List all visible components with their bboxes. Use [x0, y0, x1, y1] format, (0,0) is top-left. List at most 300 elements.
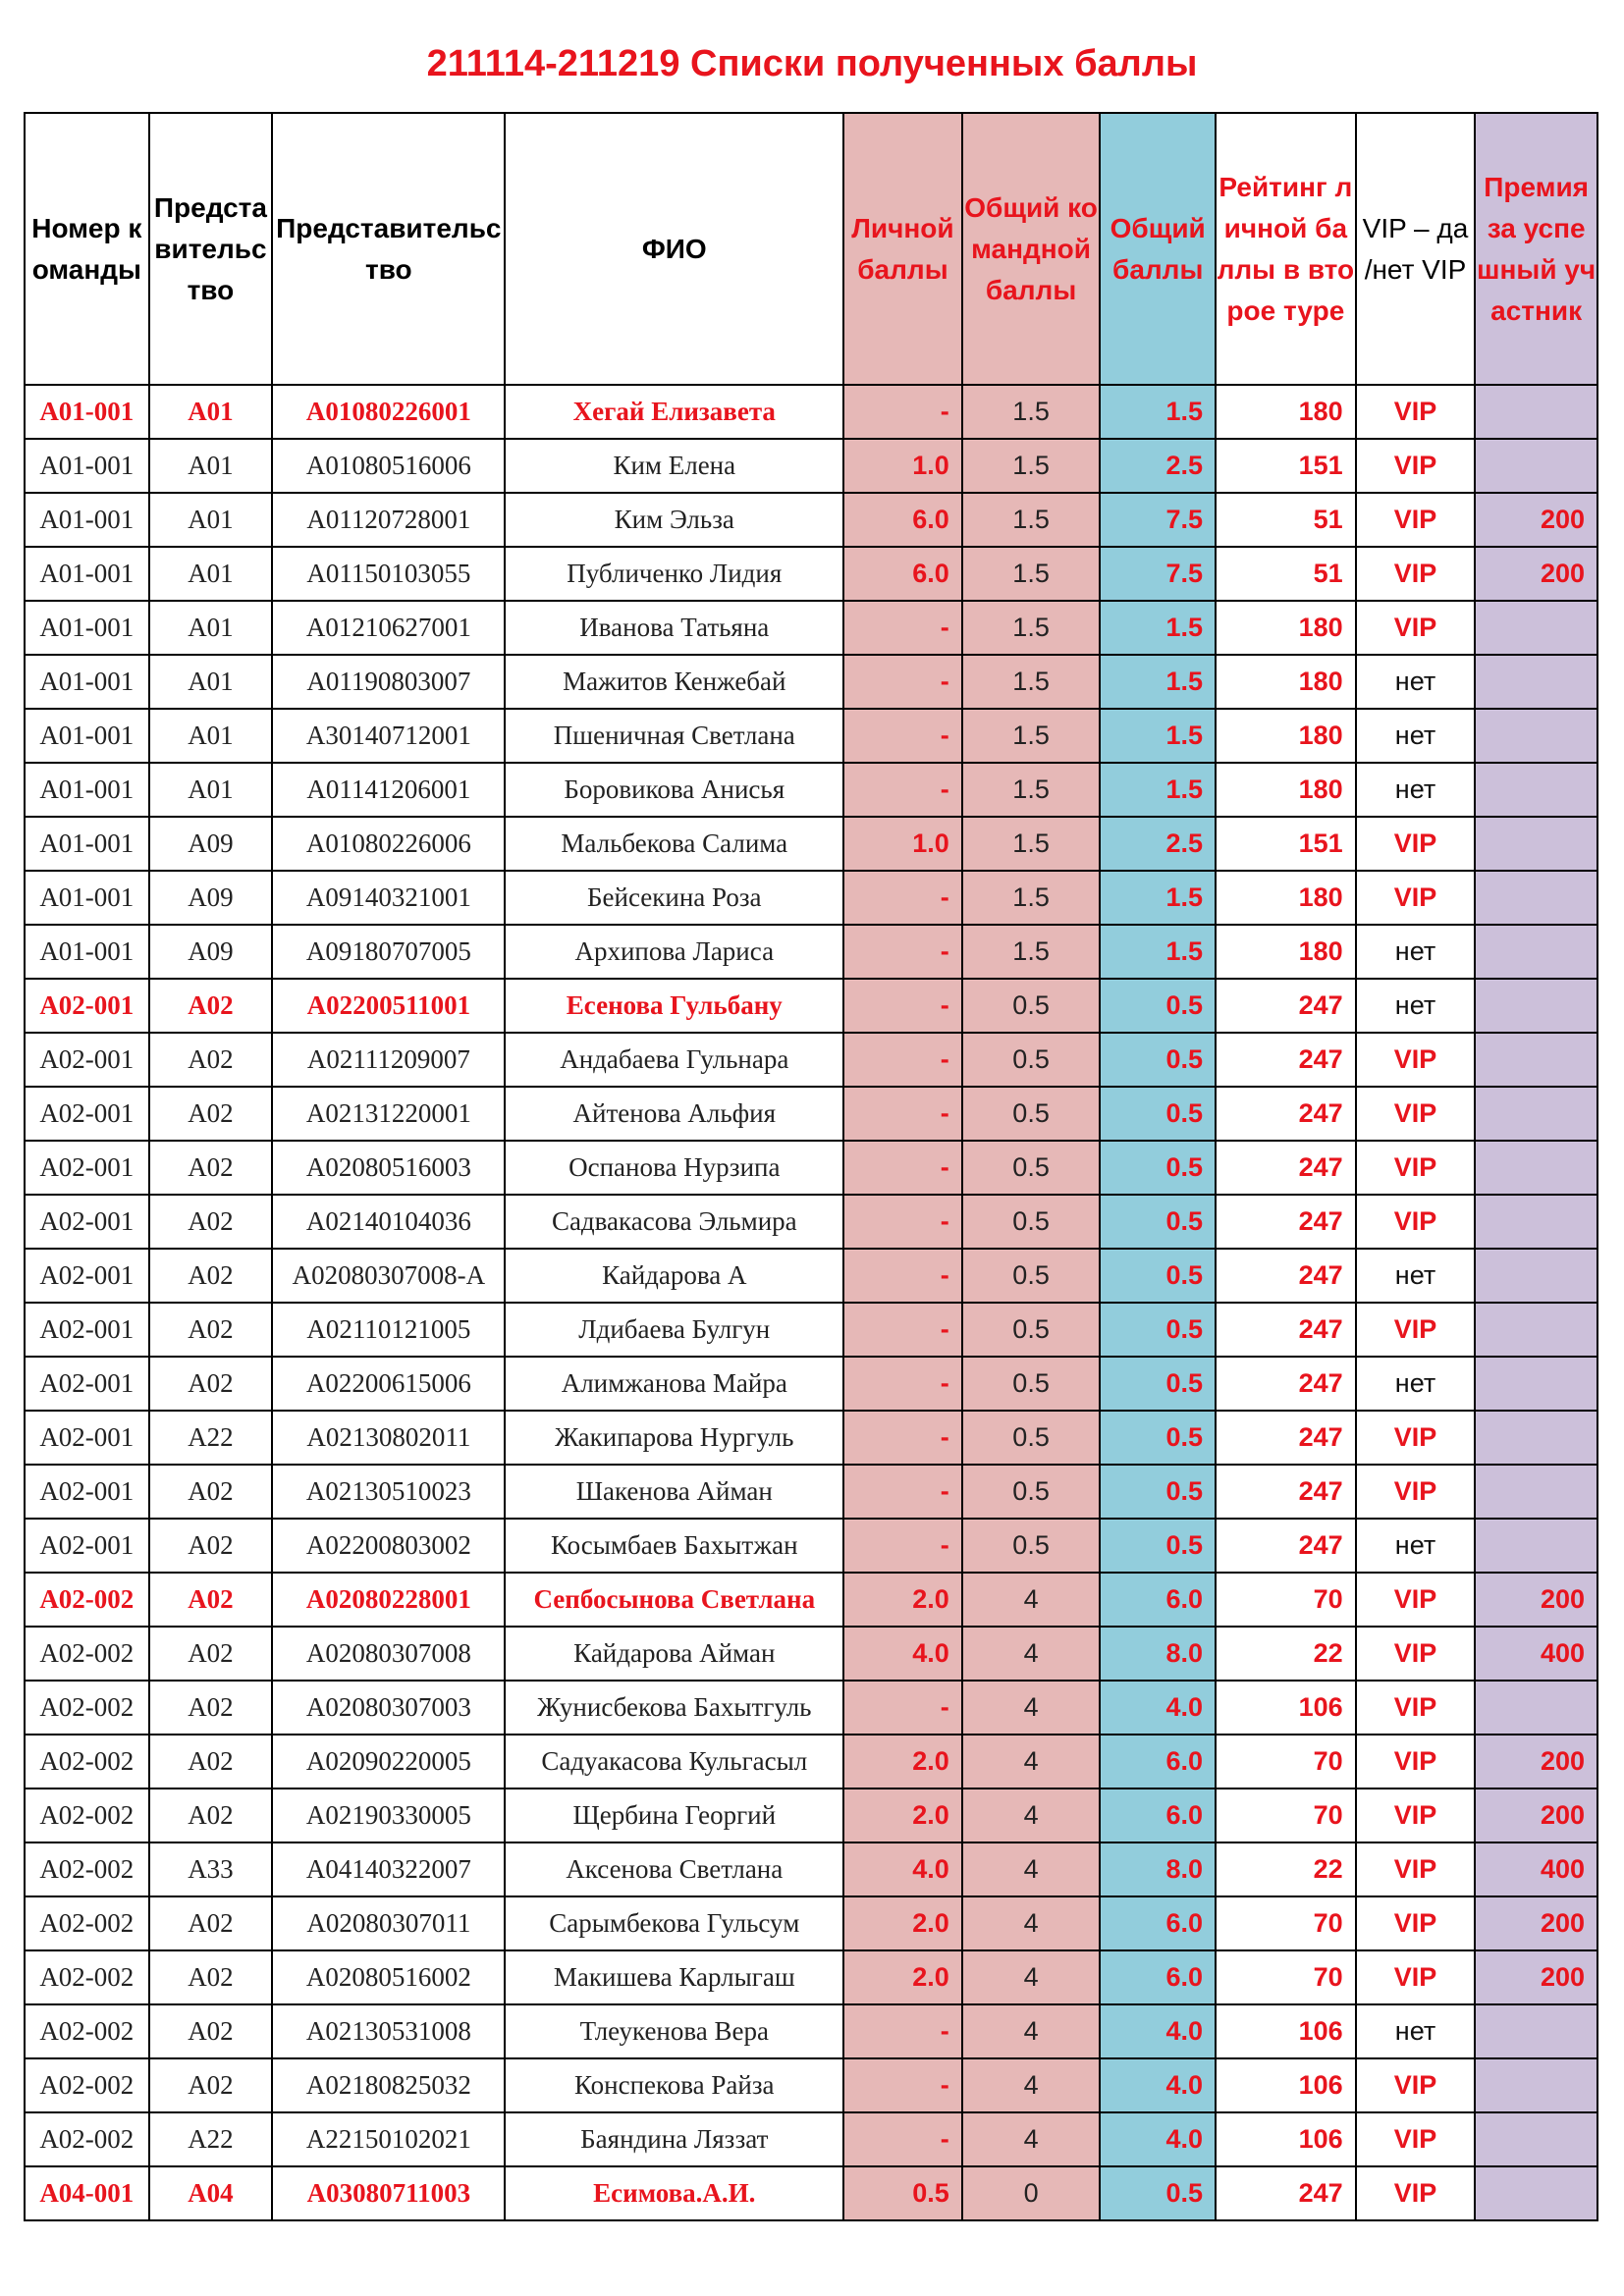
prize-cell: [1475, 2004, 1597, 2058]
team-points-cell: 0: [962, 2166, 1101, 2220]
team-cell: A02-001: [25, 1303, 149, 1357]
total-points-cell: 8.0: [1100, 1842, 1216, 1896]
table-row: [25, 817, 1597, 871]
rep-cell: A33: [149, 1842, 273, 1896]
personal-points-cell: -: [843, 1141, 962, 1195]
vip-cell: VIP: [1356, 871, 1476, 925]
total-points-cell: 2.5: [1100, 817, 1216, 871]
team-points-cell: 1.5: [962, 385, 1101, 439]
team-points-cell: 4: [962, 1950, 1101, 2004]
team-cell: A02-001: [25, 1249, 149, 1303]
rep-cell: A01: [149, 547, 273, 601]
header-rep: Представительство: [149, 113, 273, 385]
repcode-cell: A02110121005: [272, 1303, 505, 1357]
prize-cell: [1475, 1195, 1597, 1249]
repcode-cell: A02190330005: [272, 1789, 505, 1842]
fio-cell: Садвакасова Эльмира: [505, 1195, 843, 1249]
repcode-cell: A02200615006: [272, 1357, 505, 1411]
personal-points-cell: -: [843, 1465, 962, 1519]
personal-points-cell: 1.0: [843, 817, 962, 871]
team-cell: A01-001: [25, 709, 149, 763]
table-row: [25, 493, 1597, 547]
rep-cell: A01: [149, 763, 273, 817]
rep-cell: A02: [149, 1303, 273, 1357]
fio-cell: Иванова Татьяна: [505, 601, 843, 655]
total-points-cell: 0.5: [1100, 1087, 1216, 1141]
rating-cell: 247: [1216, 1357, 1356, 1411]
total-points-cell: 0.5: [1100, 1411, 1216, 1465]
rating-cell: 180: [1216, 709, 1356, 763]
prize-cell: [1475, 1303, 1597, 1357]
table-row: [25, 1573, 1597, 1627]
total-points-cell: 2.5: [1100, 439, 1216, 493]
repcode-cell: A01190803007: [272, 655, 505, 709]
header-repcode: Представительство: [272, 113, 505, 385]
rep-cell: A02: [149, 1735, 273, 1789]
vip-cell: VIP: [1356, 1303, 1476, 1357]
table-row: [25, 979, 1597, 1033]
table-row: [25, 1627, 1597, 1681]
rating-cell: 106: [1216, 2058, 1356, 2112]
total-points-cell: 1.5: [1100, 709, 1216, 763]
team-points-cell: 0.5: [962, 1249, 1101, 1303]
rating-cell: 70: [1216, 1573, 1356, 1627]
team-points-cell: 1.5: [962, 709, 1101, 763]
table-row: [25, 2058, 1597, 2112]
repcode-cell: A02130531008: [272, 2004, 505, 2058]
fio-cell: Кайдарова Айман: [505, 1627, 843, 1681]
personal-points-cell: 2.0: [843, 1789, 962, 1842]
vip-cell: VIP: [1356, 493, 1476, 547]
team-points-cell: 4: [962, 1842, 1101, 1896]
rep-cell: A02: [149, 1789, 273, 1842]
prize-cell: [1475, 817, 1597, 871]
total-points-cell: 4.0: [1100, 2004, 1216, 2058]
prize-cell: 200: [1475, 1789, 1597, 1842]
team-cell: A02-002: [25, 1735, 149, 1789]
personal-points-cell: -: [843, 1087, 962, 1141]
personal-points-cell: -: [843, 925, 962, 979]
total-points-cell: 1.5: [1100, 925, 1216, 979]
fio-cell: Кайдарова А: [505, 1249, 843, 1303]
rep-cell: A02: [149, 1627, 273, 1681]
total-points-cell: 4.0: [1100, 2058, 1216, 2112]
team-cell: A01-001: [25, 763, 149, 817]
personal-points-cell: -: [843, 979, 962, 1033]
repcode-cell: A30140712001: [272, 709, 505, 763]
fio-cell: Жунисбекова Бахытгуль: [505, 1681, 843, 1735]
repcode-cell: A02080307003: [272, 1681, 505, 1735]
vip-cell: VIP: [1356, 1411, 1476, 1465]
rating-cell: 247: [1216, 1303, 1356, 1357]
rating-cell: 22: [1216, 1842, 1356, 1896]
fio-cell: Косымбаев Бахытжан: [505, 1519, 843, 1573]
repcode-cell: A09180707005: [272, 925, 505, 979]
vip-cell: VIP: [1356, 601, 1476, 655]
prize-cell: [1475, 1033, 1597, 1087]
table-row: [25, 655, 1597, 709]
team-points-cell: 1.5: [962, 601, 1101, 655]
team-cell: A02-002: [25, 2112, 149, 2166]
rep-cell: A09: [149, 871, 273, 925]
prize-cell: [1475, 2058, 1597, 2112]
repcode-cell: A02080307011: [272, 1896, 505, 1950]
table-row: [25, 1087, 1597, 1141]
total-points-cell: 8.0: [1100, 1627, 1216, 1681]
total-points-cell: 1.5: [1100, 601, 1216, 655]
team-points-cell: 0.5: [962, 1087, 1101, 1141]
team-points-cell: 0.5: [962, 1519, 1101, 1573]
team-cell: A04-001: [25, 2166, 149, 2220]
vip-cell: VIP: [1356, 1195, 1476, 1249]
fio-cell: Айтенова Альфия: [505, 1087, 843, 1141]
fio-cell: Тлеукенова Вера: [505, 2004, 843, 2058]
rating-cell: 247: [1216, 1087, 1356, 1141]
team-points-cell: 0.5: [962, 1033, 1101, 1087]
team-cell: A02-001: [25, 1519, 149, 1573]
total-points-cell: 0.5: [1100, 1357, 1216, 1411]
fio-cell: Пшеничная Светлана: [505, 709, 843, 763]
repcode-cell: A01141206001: [272, 763, 505, 817]
team-points-cell: 4: [962, 1896, 1101, 1950]
personal-points-cell: -: [843, 763, 962, 817]
personal-points-cell: -: [843, 1357, 962, 1411]
team-cell: A01-001: [25, 871, 149, 925]
vip-cell: VIP: [1356, 1950, 1476, 2004]
table-row: [25, 1735, 1597, 1789]
rep-cell: A02: [149, 1573, 273, 1627]
repcode-cell: A02111209007: [272, 1033, 505, 1087]
table-row: [25, 1681, 1597, 1735]
rating-cell: 247: [1216, 1249, 1356, 1303]
team-points-cell: 1.5: [962, 439, 1101, 493]
rep-cell: A02: [149, 2058, 273, 2112]
rep-cell: A09: [149, 925, 273, 979]
vip-cell: VIP: [1356, 2112, 1476, 2166]
fio-cell: Щербина Георгий: [505, 1789, 843, 1842]
rep-cell: A01: [149, 709, 273, 763]
total-points-cell: 4.0: [1100, 2112, 1216, 2166]
rep-cell: A01: [149, 493, 273, 547]
prize-cell: [1475, 2112, 1597, 2166]
rep-cell: A01: [149, 601, 273, 655]
table-row: [25, 1303, 1597, 1357]
vip-cell: VIP: [1356, 1735, 1476, 1789]
repcode-cell: A02080516002: [272, 1950, 505, 2004]
repcode-cell: A02080516003: [272, 1141, 505, 1195]
repcode-cell: A01080516006: [272, 439, 505, 493]
personal-points-cell: -: [843, 1195, 962, 1249]
team-cell: A02-001: [25, 979, 149, 1033]
table-row: [25, 871, 1597, 925]
team-cell: A02-002: [25, 1789, 149, 1842]
team-cell: A01-001: [25, 655, 149, 709]
fio-cell: Ким Эльза: [505, 493, 843, 547]
fio-cell: Жакипарова Нургуль: [505, 1411, 843, 1465]
vip-cell: нет: [1356, 709, 1476, 763]
personal-points-cell: 4.0: [843, 1627, 962, 1681]
repcode-cell: A04140322007: [272, 1842, 505, 1896]
total-points-cell: 6.0: [1100, 1950, 1216, 2004]
team-cell: A01-001: [25, 493, 149, 547]
fio-cell: Алимжанова Майра: [505, 1357, 843, 1411]
table-row: [25, 2004, 1597, 2058]
personal-points-cell: -: [843, 1681, 962, 1735]
fio-cell: Аксенова Светлана: [505, 1842, 843, 1896]
rating-cell: 106: [1216, 1681, 1356, 1735]
header-rating: Рейтинг личной баллы в второе туре: [1216, 113, 1356, 385]
rating-cell: 180: [1216, 601, 1356, 655]
team-cell: A02-002: [25, 2004, 149, 2058]
vip-cell: VIP: [1356, 1627, 1476, 1681]
fio-cell: Конспекова Райза: [505, 2058, 843, 2112]
personal-points-cell: 2.0: [843, 1573, 962, 1627]
repcode-cell: A22150102021: [272, 2112, 505, 2166]
team-points-cell: 4: [962, 2004, 1101, 2058]
rep-cell: A02: [149, 1249, 273, 1303]
personal-points-cell: -: [843, 709, 962, 763]
vip-cell: VIP: [1356, 2058, 1476, 2112]
vip-cell: нет: [1356, 1357, 1476, 1411]
personal-points-cell: -: [843, 1303, 962, 1357]
rating-cell: 247: [1216, 1465, 1356, 1519]
rep-cell: A02: [149, 1465, 273, 1519]
total-points-cell: 6.0: [1100, 1789, 1216, 1842]
team-cell: A02-002: [25, 1573, 149, 1627]
personal-points-cell: -: [843, 385, 962, 439]
team-points-cell: 4: [962, 1681, 1101, 1735]
total-points-cell: 1.5: [1100, 385, 1216, 439]
fio-cell: Андабаева Гульнара: [505, 1033, 843, 1087]
header-fio: ФИО: [505, 113, 843, 385]
vip-cell: нет: [1356, 925, 1476, 979]
prize-cell: 200: [1475, 1735, 1597, 1789]
fio-cell: Боровикова Анисья: [505, 763, 843, 817]
repcode-cell: A01120728001: [272, 493, 505, 547]
rep-cell: A09: [149, 817, 273, 871]
personal-points-cell: -: [843, 2112, 962, 2166]
fio-cell: Сепбосынова Светлана: [505, 1573, 843, 1627]
total-points-cell: 1.5: [1100, 871, 1216, 925]
table-row: [25, 1896, 1597, 1950]
vip-cell: нет: [1356, 2004, 1476, 2058]
personal-points-cell: 2.0: [843, 1735, 962, 1789]
team-cell: A02-002: [25, 1681, 149, 1735]
total-points-cell: 0.5: [1100, 1249, 1216, 1303]
team-points-cell: 4: [962, 1573, 1101, 1627]
team-cell: A02-001: [25, 1087, 149, 1141]
vip-cell: нет: [1356, 655, 1476, 709]
vip-cell: VIP: [1356, 817, 1476, 871]
team-points-cell: 4: [962, 2112, 1101, 2166]
rep-cell: A01: [149, 439, 273, 493]
table-row: [25, 1411, 1597, 1465]
personal-points-cell: 6.0: [843, 493, 962, 547]
team-cell: A02-001: [25, 1033, 149, 1087]
prize-cell: [1475, 1411, 1597, 1465]
total-points-cell: 0.5: [1100, 1303, 1216, 1357]
total-points-cell: 0.5: [1100, 1195, 1216, 1249]
rep-cell: A01: [149, 385, 273, 439]
repcode-cell: A02131220001: [272, 1087, 505, 1141]
personal-points-cell: 4.0: [843, 1842, 962, 1896]
team-cell: A01-001: [25, 925, 149, 979]
rating-cell: 70: [1216, 1950, 1356, 2004]
rating-cell: 51: [1216, 493, 1356, 547]
header-vip: VIP – да /нет VIP: [1356, 113, 1476, 385]
total-points-cell: 0.5: [1100, 1141, 1216, 1195]
rating-cell: 70: [1216, 1896, 1356, 1950]
fio-cell: Мальбекова Салима: [505, 817, 843, 871]
table-row: [25, 1842, 1597, 1896]
personal-points-cell: 6.0: [843, 547, 962, 601]
personal-points-cell: -: [843, 2058, 962, 2112]
table-row: [25, 763, 1597, 817]
prize-cell: [1475, 1465, 1597, 1519]
team-cell: A02-002: [25, 1896, 149, 1950]
prize-cell: 200: [1475, 1573, 1597, 1627]
personal-points-cell: -: [843, 1033, 962, 1087]
prize-cell: 200: [1475, 1950, 1597, 2004]
table-row: [25, 2166, 1597, 2220]
prize-cell: [1475, 979, 1597, 1033]
table-body: [25, 385, 1597, 2220]
fio-cell: Публиченко Лидия: [505, 547, 843, 601]
vip-cell: нет: [1356, 1519, 1476, 1573]
team-points-cell: 0.5: [962, 1465, 1101, 1519]
header-prize: Премия за успешный участник: [1475, 113, 1597, 385]
prize-cell: 200: [1475, 1896, 1597, 1950]
rating-cell: 106: [1216, 2112, 1356, 2166]
repcode-cell: A01080226001: [272, 385, 505, 439]
vip-cell: VIP: [1356, 1087, 1476, 1141]
personal-points-cell: 0.5: [843, 2166, 962, 2220]
prize-cell: [1475, 871, 1597, 925]
vip-cell: VIP: [1356, 1465, 1476, 1519]
prize-cell: [1475, 655, 1597, 709]
team-cell: A01-001: [25, 385, 149, 439]
rep-cell: A02: [149, 1681, 273, 1735]
scores-table: [24, 112, 1598, 2221]
repcode-cell: A02200511001: [272, 979, 505, 1033]
prize-cell: 400: [1475, 1842, 1597, 1896]
fio-cell: Баяндина Ляззат: [505, 2112, 843, 2166]
rating-cell: 180: [1216, 763, 1356, 817]
repcode-cell: A01210627001: [272, 601, 505, 655]
personal-points-cell: -: [843, 1519, 962, 1573]
prize-cell: [1475, 385, 1597, 439]
rep-cell: A04: [149, 2166, 273, 2220]
team-points-cell: 0.5: [962, 979, 1101, 1033]
vip-cell: VIP: [1356, 1033, 1476, 1087]
team-points-cell: 4: [962, 1735, 1101, 1789]
prize-cell: [1475, 1681, 1597, 1735]
prize-cell: 200: [1475, 547, 1597, 601]
rep-cell: A02: [149, 979, 273, 1033]
repcode-cell: A02080228001: [272, 1573, 505, 1627]
team-cell: A02-001: [25, 1195, 149, 1249]
vip-cell: VIP: [1356, 439, 1476, 493]
vip-cell: VIP: [1356, 1789, 1476, 1842]
repcode-cell: A01080226006: [272, 817, 505, 871]
vip-cell: VIP: [1356, 1681, 1476, 1735]
team-points-cell: 1.5: [962, 925, 1101, 979]
prize-cell: [1475, 925, 1597, 979]
rating-cell: 247: [1216, 1411, 1356, 1465]
prize-cell: [1475, 439, 1597, 493]
rating-cell: 51: [1216, 547, 1356, 601]
repcode-cell: A09140321001: [272, 871, 505, 925]
page-title: 211114-211219 Списки полученных баллы: [426, 43, 1198, 84]
prize-cell: [1475, 1087, 1597, 1141]
repcode-cell: A02080307008: [272, 1627, 505, 1681]
fio-cell: Оспанова Нурзипа: [505, 1141, 843, 1195]
fio-cell: Сарымбекова Гульсум: [505, 1896, 843, 1950]
fio-cell: Есимова.А.И.: [505, 2166, 843, 2220]
fio-cell: Архипова Лариса: [505, 925, 843, 979]
repcode-cell: A02140104036: [272, 1195, 505, 1249]
repcode-cell: A03080711003: [272, 2166, 505, 2220]
personal-points-cell: 1.0: [843, 439, 962, 493]
team-cell: A01-001: [25, 817, 149, 871]
team-points-cell: 1.5: [962, 871, 1101, 925]
table-row: [25, 1789, 1597, 1842]
prize-cell: [1475, 1519, 1597, 1573]
prize-cell: [1475, 709, 1597, 763]
table-row: [25, 1357, 1597, 1411]
fio-cell: Бейсекина Роза: [505, 871, 843, 925]
team-cell: A02-002: [25, 2058, 149, 2112]
total-points-cell: 6.0: [1100, 1896, 1216, 1950]
header-total: Общий баллы: [1100, 113, 1216, 385]
personal-points-cell: -: [843, 871, 962, 925]
rep-cell: A02: [149, 2004, 273, 2058]
table-header-row: [25, 113, 1597, 385]
rating-cell: 247: [1216, 1033, 1356, 1087]
table-row: [25, 547, 1597, 601]
table-row: [25, 925, 1597, 979]
repcode-cell: A02200803002: [272, 1519, 505, 1573]
rating-cell: 151: [1216, 817, 1356, 871]
team-cell: A02-001: [25, 1357, 149, 1411]
team-cell: A02-001: [25, 1141, 149, 1195]
personal-points-cell: -: [843, 2004, 962, 2058]
total-points-cell: 7.5: [1100, 547, 1216, 601]
team-points-cell: 1.5: [962, 547, 1101, 601]
table-row: [25, 385, 1597, 439]
rating-cell: 247: [1216, 1195, 1356, 1249]
prize-cell: [1475, 2166, 1597, 2220]
repcode-cell: A02080307008-A: [272, 1249, 505, 1303]
team-points-cell: 0.5: [962, 1303, 1101, 1357]
rating-cell: 247: [1216, 2166, 1356, 2220]
team-points-cell: 0.5: [962, 1195, 1101, 1249]
rep-cell: A02: [149, 1896, 273, 1950]
fio-cell: Макишева Карлыгаш: [505, 1950, 843, 2004]
total-points-cell: 0.5: [1100, 1519, 1216, 1573]
team-points-cell: 1.5: [962, 817, 1101, 871]
rep-cell: A02: [149, 1950, 273, 2004]
personal-points-cell: -: [843, 601, 962, 655]
personal-points-cell: -: [843, 655, 962, 709]
vip-cell: VIP: [1356, 547, 1476, 601]
table-row: [25, 2112, 1597, 2166]
rating-cell: 180: [1216, 925, 1356, 979]
fio-cell: Лдибаева Булгун: [505, 1303, 843, 1357]
prize-cell: [1475, 1357, 1597, 1411]
rating-cell: 247: [1216, 979, 1356, 1033]
rating-cell: 70: [1216, 1735, 1356, 1789]
